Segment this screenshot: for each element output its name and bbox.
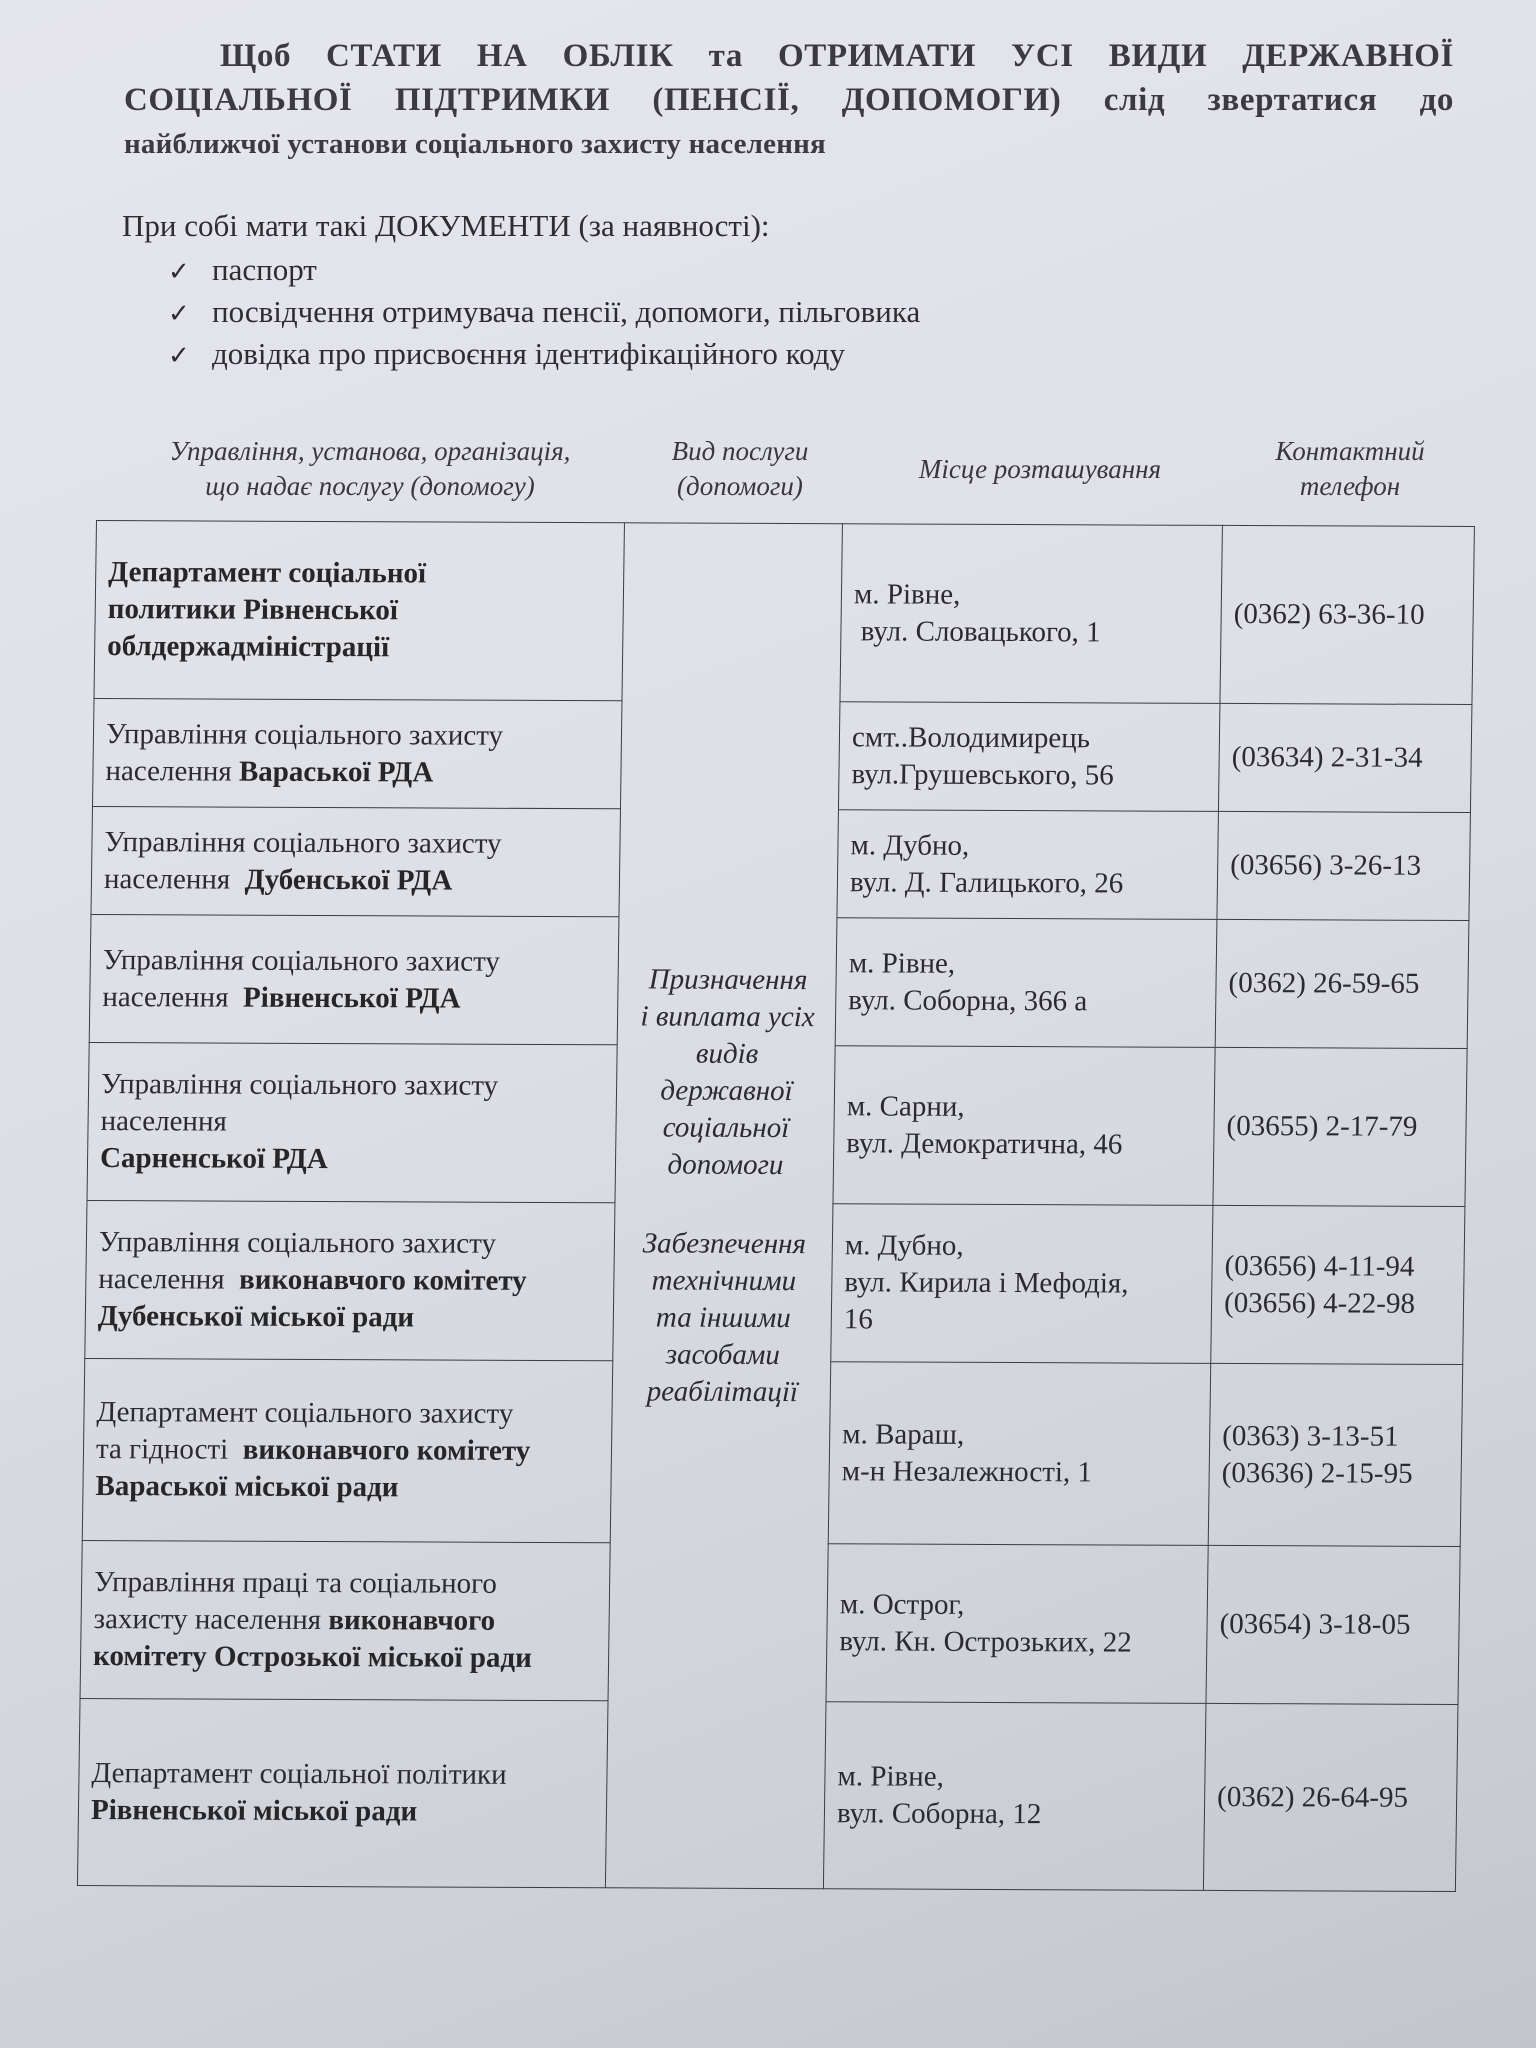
service-text: Забезпечення [642, 1226, 807, 1260]
column-header-phone: Контактний телефон [1275, 436, 1425, 501]
organization-text: та гідності [95, 1433, 243, 1466]
organization-cell [77, 1698, 608, 1887]
address-line: м. Вараш, [842, 1417, 965, 1451]
service-text: та іншими [655, 1300, 792, 1334]
phone-cell [1208, 1363, 1463, 1546]
organization-text: виконавчого [328, 1604, 496, 1637]
address-line: м. Рівне, [837, 1760, 945, 1793]
column-header-service: Вид послуги (допомоги) [671, 436, 809, 501]
intro-paragraph [124, 34, 1454, 166]
address-line: смт..Володимирець [851, 720, 1091, 754]
address-cell [837, 810, 1218, 920]
organization-text: населення [103, 862, 245, 896]
check-icon: ✓ [168, 299, 190, 328]
phone-number: (03656) 3-26-13 [1229, 848, 1422, 882]
address-line: 16 [843, 1303, 874, 1336]
phone-cell [1206, 1545, 1460, 1704]
organization-text: населення [102, 980, 244, 1014]
column-header-organization: Управління, установа, організація, що надає послугу (допомогу) [169, 436, 571, 501]
phone-number: (03656) 4-22-98 [1223, 1286, 1416, 1320]
organization-cell [80, 1540, 610, 1700]
organization-cell [94, 521, 624, 701]
organization-text: Сарненської РДА [99, 1142, 329, 1176]
organization-text: Управління соціального захисту [104, 825, 502, 860]
phone-cell [1203, 1703, 1458, 1891]
documents-title: При собі мати такі ДОКУМЕНТИ (за наявності): [122, 208, 770, 243]
organization-text: населення [105, 754, 240, 788]
phone-number: (03636) 2-15-95 [1221, 1456, 1413, 1490]
service-text: державної [660, 1073, 793, 1107]
document-item [168, 334, 920, 376]
phone-number: (03655) 2-17-79 [1226, 1109, 1418, 1143]
organization-text: Дубенської міської ради [97, 1300, 415, 1334]
organization-cell [92, 699, 621, 809]
organization-text: Рівненської РДА [242, 981, 461, 1015]
service-text: видів [695, 1037, 759, 1070]
phone-cell [1220, 525, 1474, 704]
phone-cell [1218, 703, 1471, 812]
service-text: соціальної [662, 1111, 790, 1144]
phone-cell [1215, 919, 1469, 1048]
document-item-label: паспорт [212, 252, 317, 287]
organization-text: Управління соціального захисту [100, 1068, 499, 1102]
organization-cell [87, 1042, 617, 1202]
organization-text: населення [100, 1105, 228, 1138]
organization-text: политики Рівненської [107, 593, 399, 627]
address-line: вул. Соборна, 366 а [848, 983, 1088, 1017]
address-line: м-н Незалежності, 1 [841, 1454, 1093, 1488]
organization-cell [85, 1200, 615, 1360]
table-row [94, 521, 1474, 705]
service-text: допомоги [667, 1148, 784, 1181]
phone-cell [1217, 811, 1470, 920]
address-cell [835, 918, 1217, 1048]
check-icon: ✓ [168, 341, 190, 370]
document-item [168, 250, 920, 292]
organization-text: Рівненської міської ради [90, 1794, 418, 1828]
address-cell [823, 1702, 1206, 1891]
phone-number: (0362) 63-36-10 [1233, 597, 1425, 631]
document-item-label: довідка про присвоєння ідентифікаційного коду [212, 336, 845, 371]
service-text: технічними [651, 1263, 797, 1297]
address-line: м. Сарни, [846, 1089, 965, 1123]
phone-number: (03634) 2-31-34 [1231, 740, 1423, 774]
address-line: вул. Соборна, 12 [836, 1797, 1042, 1831]
address-line: м. Острог, [839, 1587, 965, 1621]
organization-text: комітету Острозької міської ради [92, 1640, 533, 1674]
address-line: м. Рівне, [853, 577, 961, 611]
address-cell [826, 1544, 1208, 1704]
address-line: м. Рівне, [848, 946, 956, 980]
organization-text: виконавчого комітету [238, 1263, 527, 1297]
document-item [168, 292, 920, 334]
organization-text: Вараської РДА [238, 755, 434, 788]
organization-text: Департамент соціальної [108, 556, 427, 590]
phone-number: (0362) 26-64-95 [1216, 1780, 1409, 1814]
organization-text: захисту населення [93, 1603, 329, 1637]
organization-text: Управління праці та соціального [93, 1566, 498, 1600]
service-text: і виплата усіх [640, 999, 815, 1033]
address-line: вул. Демократична, 46 [846, 1126, 1123, 1161]
service-text: Призначення [648, 962, 808, 996]
address-cell [840, 524, 1222, 704]
organization-text: Управління соціального захисту [102, 943, 501, 978]
intro-line-3: найближчої установи соціального захисту населення [124, 128, 826, 160]
address-line: м. Дубно, [850, 828, 970, 862]
phone-number: (03654) 3-18-05 [1219, 1607, 1411, 1641]
organization-cell [91, 806, 620, 916]
intro-line-1: Щоб СТАТИ НА ОБЛІК та ОТРИМАТИ УСІ ВИДИ ДЕРЖАВНОЇ [220, 38, 1454, 74]
address-line: вул. Словацького, 1 [853, 614, 1101, 648]
document-item-label: посвідчення отримувача пенсії, допомоги, пільговика [212, 294, 921, 329]
organization-text: Дубенської РДА [244, 863, 453, 897]
phone-number: (0362) 26-59-65 [1228, 966, 1420, 1000]
organization-text: облдержадміністрації [107, 630, 390, 664]
phone-cell [1211, 1205, 1465, 1364]
organization-text: Вараської міської ради [95, 1470, 399, 1504]
organization-text: Департамент соціального захисту [96, 1396, 514, 1430]
column-header-location: Місце розташування [918, 454, 1162, 484]
documents-checklist [168, 250, 920, 376]
organization-text: виконавчого комітету [242, 1433, 531, 1467]
check-icon: ✓ [168, 257, 190, 286]
address-line: вул. Кирила і Мефодія, [844, 1266, 1129, 1300]
service-text: реабілітації [646, 1374, 799, 1408]
organization-text: Департамент соціальної політики [91, 1757, 507, 1791]
address-line: вул. Д. Галицького, 26 [849, 865, 1124, 900]
organization-text: населення [98, 1263, 240, 1296]
address-cell [838, 702, 1219, 812]
service-type-cell [605, 523, 842, 1889]
phone-number: (03656) 4-11-94 [1224, 1249, 1415, 1283]
address-cell [828, 1362, 1211, 1546]
service-text: засобами [665, 1338, 781, 1371]
intro-line-2: СОЦІАЛЬНОЇ ПІДТРИМКИ (ПЕНСІЇ, ДОПОМОГИ) слід звертатися до [124, 82, 1454, 118]
address-line: вул.Грушевського, 56 [851, 757, 1115, 791]
phone-number: (0363) 3-13-51 [1222, 1419, 1399, 1453]
phone-cell [1213, 1047, 1467, 1206]
organization-cell [89, 914, 619, 1044]
organization-text: Управління соціального захисту [105, 717, 504, 752]
address-cell [833, 1046, 1215, 1206]
offices-table [77, 520, 1475, 1892]
address-line: м. Дубно, [844, 1229, 964, 1262]
organization-cell [82, 1358, 613, 1542]
address-line: вул. Кн. Острозьких, 22 [839, 1624, 1132, 1659]
organization-text: Управління соціального захисту [98, 1226, 497, 1260]
address-cell [831, 1204, 1213, 1364]
